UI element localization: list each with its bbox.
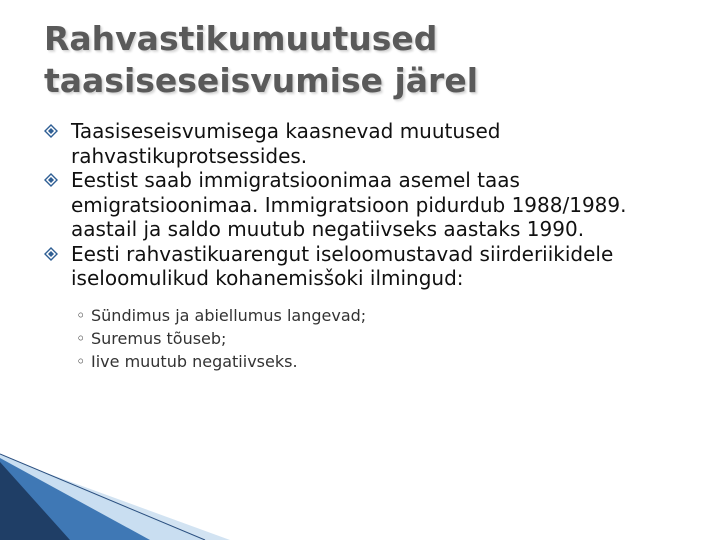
bullet-item (44, 242, 674, 291)
sub-bullet-text: Suremus tõuseb; (91, 328, 227, 348)
slide-title-line-2: taasiseseisvumise järel (44, 61, 479, 100)
slide-content (44, 119, 674, 373)
slide-title-line-1: Rahvastikumuutused (44, 19, 438, 58)
circle-bullet-icon: ◦ (76, 328, 86, 348)
bullet-text: Eesti rahvastikuarengut iseloomustavad siirderiikidele iseloomulikud kohanemisšoki ilmingud: (71, 241, 614, 290)
bullet-list (44, 119, 674, 291)
circle-bullet-icon: ◦ (76, 305, 86, 325)
decorative-wave-graphic (0, 440, 720, 540)
bullet-text: Eestist saab immigratsioonimaa asemel taas emigratsioonimaa. Immigratsioon pidurdub 1988/1989. aastail ja saldo muutub negatiivseks aastaks 1990. (71, 168, 627, 241)
sub-bullet-list (44, 304, 674, 373)
bullet-item (44, 168, 674, 242)
diamond-bullet-icon (44, 247, 58, 261)
sub-bullet-text: Iive muutub negatiivseks. (91, 351, 298, 371)
bullet-text: Taasiseseisvumisega kaasnevad muutused rahvastikuprotsessides. (71, 119, 501, 168)
sub-bullet-item (44, 350, 674, 373)
sub-bullet-text: Sündimus ja abiellumus langevad; (91, 305, 367, 325)
diamond-bullet-icon (44, 173, 58, 187)
sub-bullet-item (44, 327, 674, 350)
circle-bullet-icon: ◦ (76, 351, 86, 371)
slide-title (44, 18, 684, 102)
diamond-bullet-icon (44, 124, 58, 138)
bullet-item (44, 119, 674, 168)
sub-bullet-item (44, 304, 674, 327)
